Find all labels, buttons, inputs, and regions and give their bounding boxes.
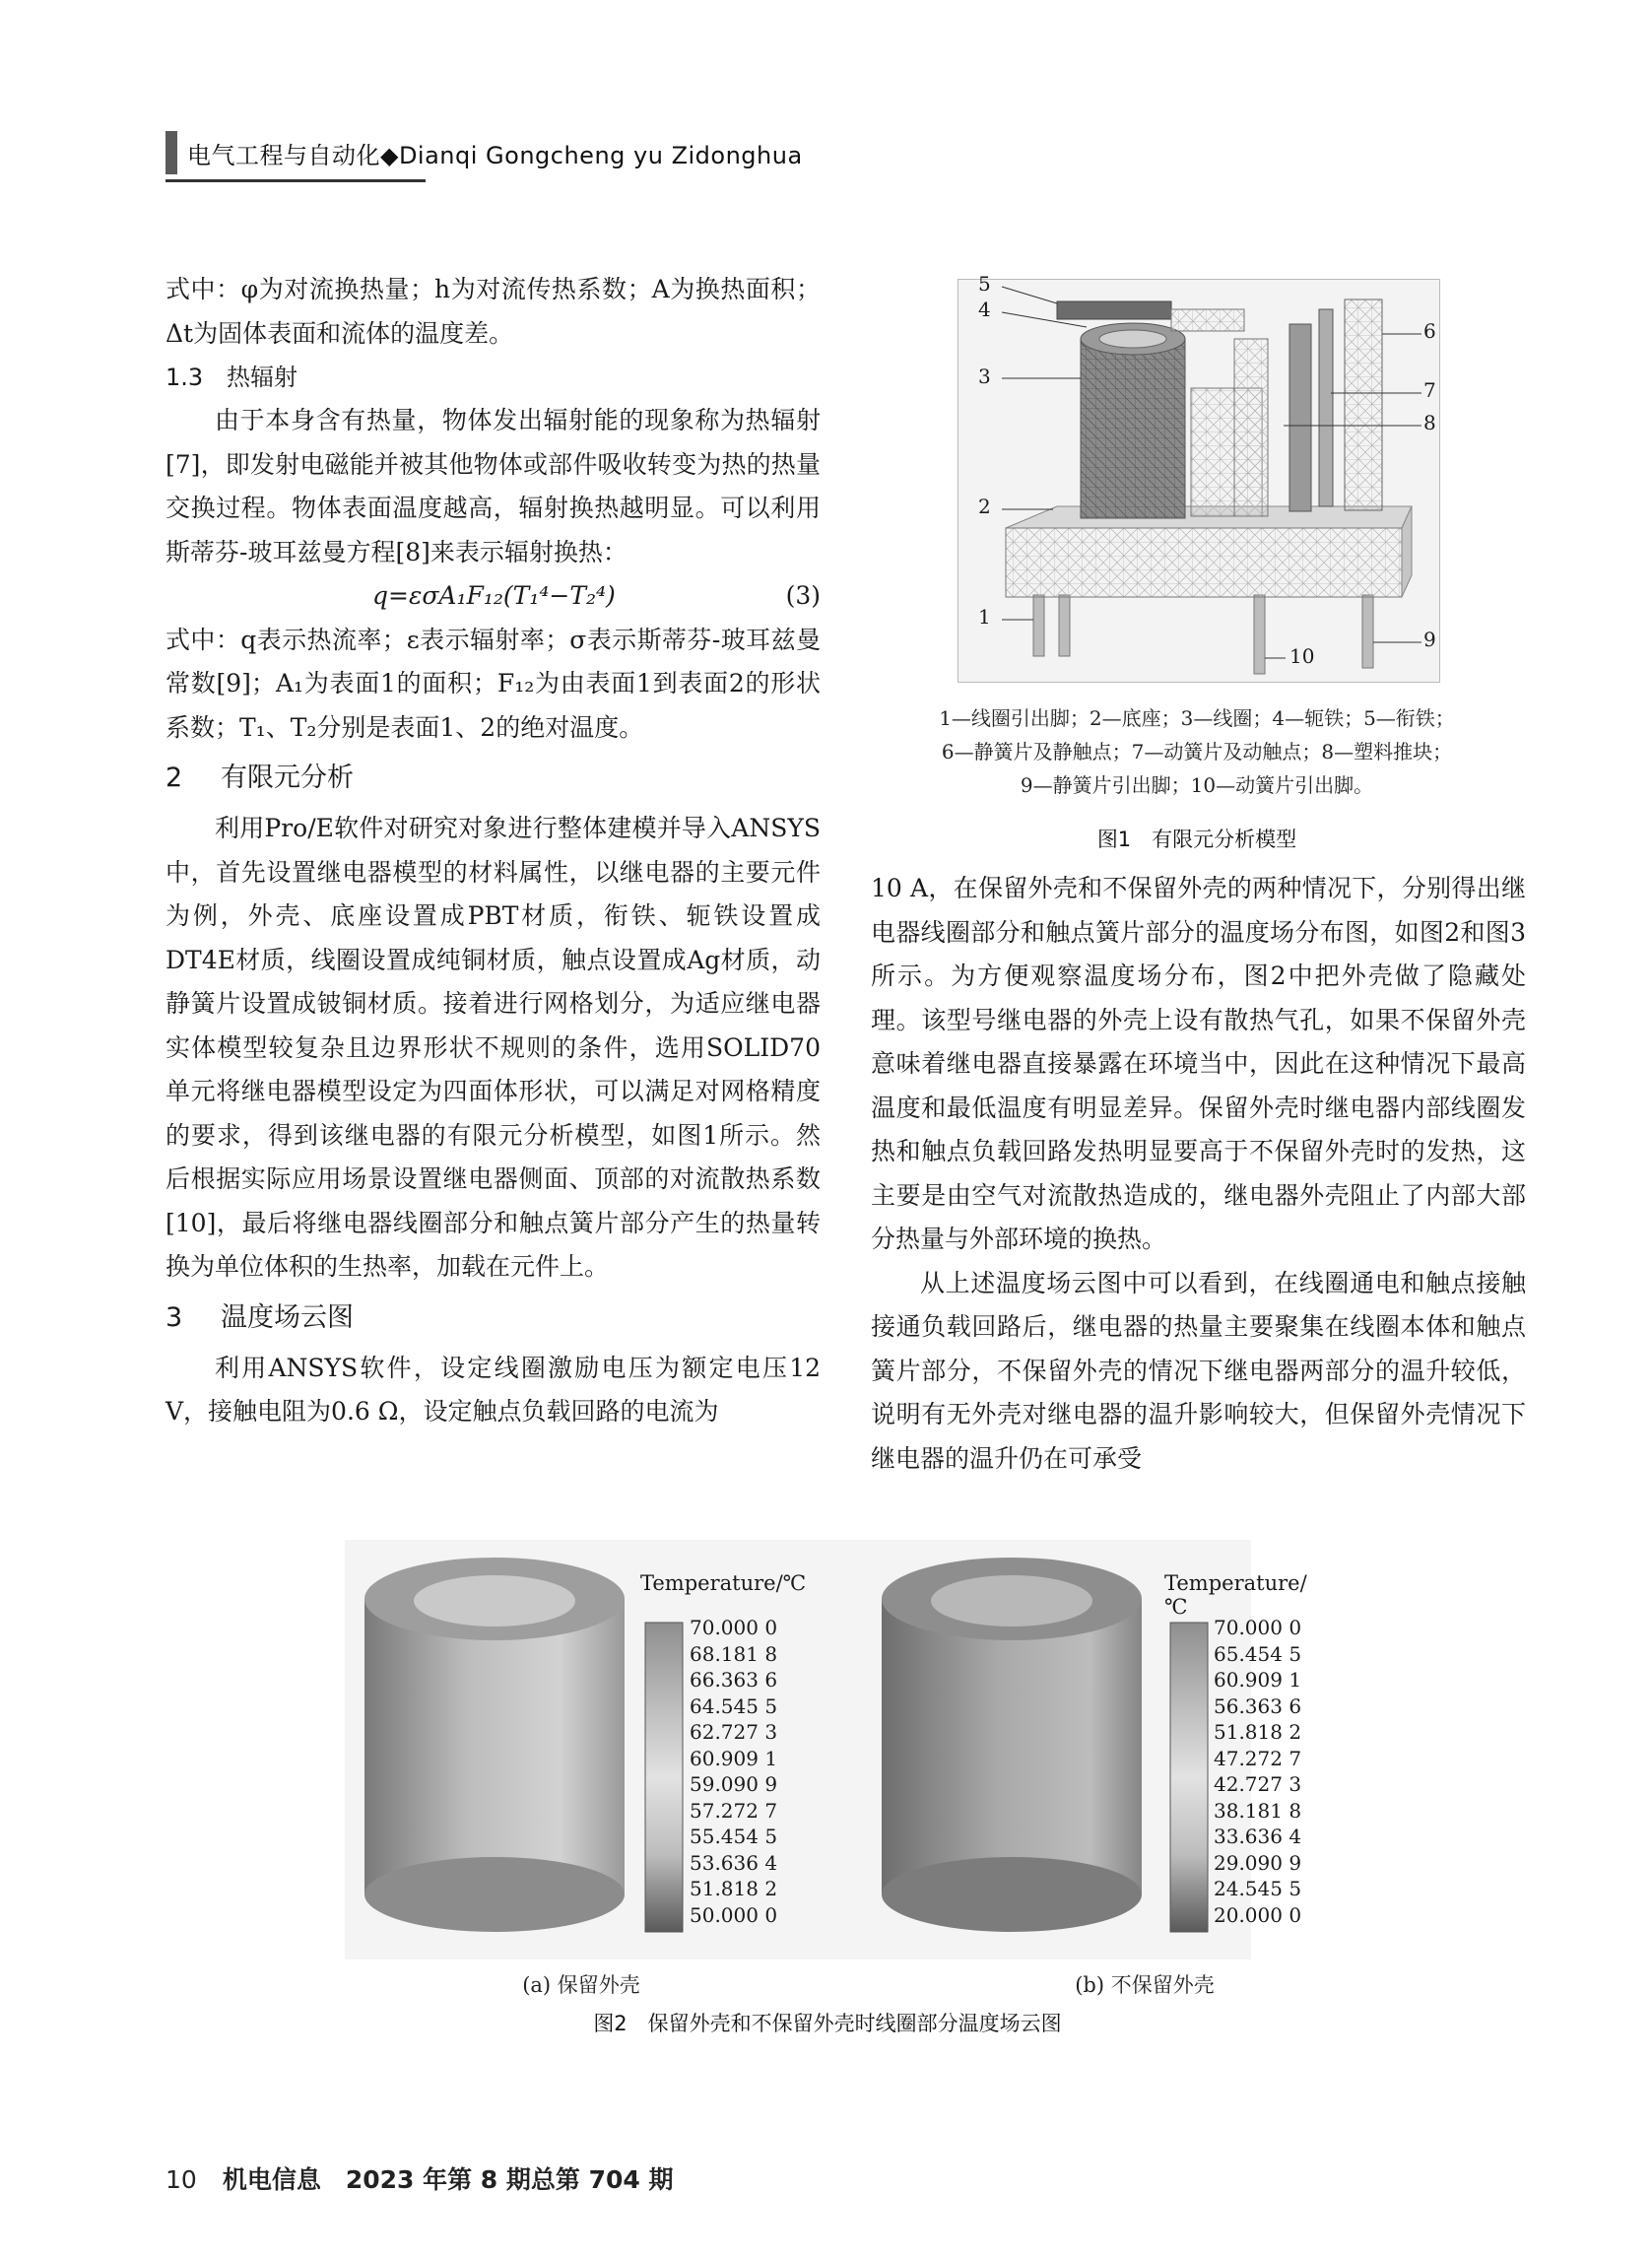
paragraph-temperature-results: 10 A，在保留外壳和不保留外壳的两种情况下，分别得出继电器线圈部分和触点簧片部分的温度场分布图，如图2和图3所示。为方便观察温度场分布，图2中把外壳做了隐藏处理。该型号继电器的外壳上设有散热气孔，如果不保留外壳意味着继电器直接暴露在环境当中，因此在这种情况下最高温度和最低温度有明显差异。保留外壳时继电器内部线圈发热和触点负载回路发热明显要高于不保留外壳时的发热，这主要是由空气对流散热造成的，继电器外壳阻止了内部大部分热量与外部环境的换热。 — [871, 874, 1526, 1253]
figure-2-image — [345, 1540, 1307, 1959]
equation-text: q=εσA₁F₁₂(T₁⁴−T₂⁴) — [372, 581, 616, 610]
relay-fem-model-illustration — [958, 280, 1439, 682]
figure-1-label: 10 — [1289, 644, 1315, 668]
section-heading-3 — [165, 1290, 821, 1347]
equation-3 — [165, 574, 821, 619]
legend-label: 42.727 3 — [1214, 1772, 1302, 1796]
running-head — [165, 126, 803, 179]
paragraph-conclusion: 从上述温度场云图中可以看到，在线圈通电和触点接触接通负载回路后，继电器的热量主要聚集在线圈本体和触点簧片部分，不保留外壳的情况下继电器两部分的温升较低，说明有无外壳对继电器的温升影响较大，但保留外壳情况下继电器的温升仍在可承受 — [871, 1268, 1526, 1473]
legend-label: 55.454 5 — [690, 1825, 778, 1848]
paragraph-radiation-symbols: 式中：q表示热流率；ε表示辐射率；σ表示斯蒂芬-玻耳兹曼常数[9]；A₁为表面1的面积；F₁₂为由表面1到表面2的形状系数；T₁、T₂分别是表面1、2的绝对温度。 — [165, 625, 821, 742]
legend-label: 29.090 9 — [1214, 1850, 1302, 1875]
figure-1-legend-line: 1—线圈引出脚；2—底座；3—线圈；4—轭铁；5—衔铁； — [939, 706, 1455, 730]
running-head-text: 电气工程与自动化◆Dianqi Gongcheng yu Zidonghua — [187, 141, 803, 169]
left-column — [165, 268, 821, 1434]
legend-label: 60.909 1 — [690, 1746, 778, 1770]
legend-label: 33.636 4 — [1214, 1825, 1302, 1848]
legend-label: 66.363 6 — [690, 1668, 778, 1692]
legend-label: 68.181 8 — [690, 1641, 778, 1666]
figure-1-label: 4 — [978, 298, 991, 321]
legend-label: 57.272 7 — [690, 1798, 778, 1823]
legend-title: Temperature/℃ — [1164, 1571, 1307, 1619]
section-title: 热辐射 — [227, 364, 297, 391]
legend-label: 51.818 2 — [1214, 1720, 1302, 1744]
figure-1-label: 2 — [978, 495, 991, 518]
page-number: 10 — [165, 2165, 197, 2194]
figure-1-label: 7 — [1423, 378, 1436, 402]
legend-title: Temperature/℃ — [640, 1571, 807, 1595]
legend-label: 51.818 2 — [690, 1877, 778, 1900]
legend-label: 38.181 8 — [1214, 1798, 1302, 1823]
section-number: 1.3 — [165, 364, 204, 391]
legend-label: 59.090 9 — [690, 1772, 778, 1796]
running-head-bar — [165, 131, 177, 174]
figure-1-caption: 图1 有限元分析模型 — [1096, 828, 1297, 851]
legend-label: 20.000 0 — [1214, 1902, 1302, 1927]
legend-label: 70.000 0 — [690, 1616, 778, 1639]
section-heading-2 — [165, 750, 821, 807]
legend-label: 47.272 7 — [1214, 1746, 1302, 1770]
figure-1-label: 5 — [978, 272, 991, 296]
right-column — [871, 867, 1526, 1481]
page-footer — [165, 2160, 674, 2196]
section-number: 2 — [165, 763, 183, 793]
section-title: 温度场云图 — [221, 1301, 354, 1333]
legend-label: 53.636 4 — [690, 1850, 778, 1875]
legend-label: 70.000 0 — [1214, 1616, 1302, 1639]
paragraph-radiation: 由于本身含有热量，物体发出辐射能的现象称为热辐射[7]，即发射电磁能并被其他物体或部件吸收转变为热的热量交换过程。物体表面温度越高，辐射换热越明显。可以利用斯蒂芬-玻耳兹曼方程[8]来表示辐射换热： — [165, 406, 821, 566]
figure-1-legend-line: 6—静簧片及静触点；7—动簧片及动触点；8—塑料推块； — [941, 740, 1453, 763]
legend-label: 60.909 1 — [1214, 1668, 1302, 1692]
figure-2a-caption: (a) 保留外壳 — [522, 1973, 640, 1997]
section-number: 3 — [165, 1301, 183, 1333]
figure-1-image — [958, 272, 1440, 683]
figure-2-caption: 图2 保留外壳和不保留外壳时线圈部分温度场云图 — [593, 2012, 1062, 2035]
figure-1-label: 1 — [978, 605, 991, 629]
figure-1-label: 8 — [1423, 411, 1436, 434]
figure-1-label: 9 — [1423, 628, 1436, 651]
legend-a-labels — [690, 1615, 808, 1928]
paragraph-convection-symbols: 式中：φ为对流换热量；h为对流传热系数；A为换热面积；Δt为固体表面和流体的温度差。 — [165, 275, 821, 348]
equation-number: (3) — [785, 581, 821, 610]
running-head-rule — [165, 179, 426, 182]
legend-label: 64.545 5 — [690, 1693, 778, 1718]
figure-1-legend-line: 9—静簧片引出脚；10—动簧片引出脚。 — [1020, 773, 1374, 797]
legend-label: 56.363 6 — [1214, 1693, 1302, 1718]
legend-label: 50.000 0 — [690, 1902, 778, 1927]
figure-1-legend — [892, 701, 1502, 802]
journal-issue: 机电信息 2023 年第 8 期总第 704 期 — [222, 2165, 674, 2194]
legend-label: 65.454 5 — [1214, 1641, 1302, 1666]
paragraph-temperature-setup: 利用ANSYS软件，设定线圈激励电压为额定电压12 V，接触电阻为0.6 Ω，设定触点负载回路的电流为 — [165, 1353, 821, 1426]
section-heading-1-3 — [165, 356, 821, 399]
figure-1-label: 6 — [1423, 319, 1436, 343]
legend-label: 62.727 3 — [690, 1720, 778, 1744]
legend-b-labels — [1214, 1615, 1332, 1928]
section-title: 有限元分析 — [221, 763, 354, 793]
figure-2b-caption: (b) 不保留外壳 — [1075, 1973, 1215, 1997]
figure-1-label: 3 — [978, 365, 991, 388]
paragraph-fem: 利用Pro/E软件对研究对象进行整体建模并导入ANSYS中，首先设置继电器模型的材料属性，以继电器的主要元件为例，外壳、底座设置成PBT材质，衔铁、轭铁设置成DT4E材质，线圈设置成纯铜材质，触点设置成Ag材质，动静簧片设置成铍铜材质。接着进行网格划分，为适应继电器实体模型较复杂且边界形状不规则的条件，选用SOLID70单元将继电器模型设定为四面体形状，可以满足对网格精度的要求，得到该继电器的有限元分析模型，如图1所示。然后根据实际应用场景设置继电器侧面、顶部的对流散热系数[10]，最后将继电器线圈部分和触点簧片部分产生的热量转换为单位体积的生热率，加载在元件上。 — [165, 814, 821, 1281]
legend-label: 24.545 5 — [1214, 1877, 1302, 1900]
